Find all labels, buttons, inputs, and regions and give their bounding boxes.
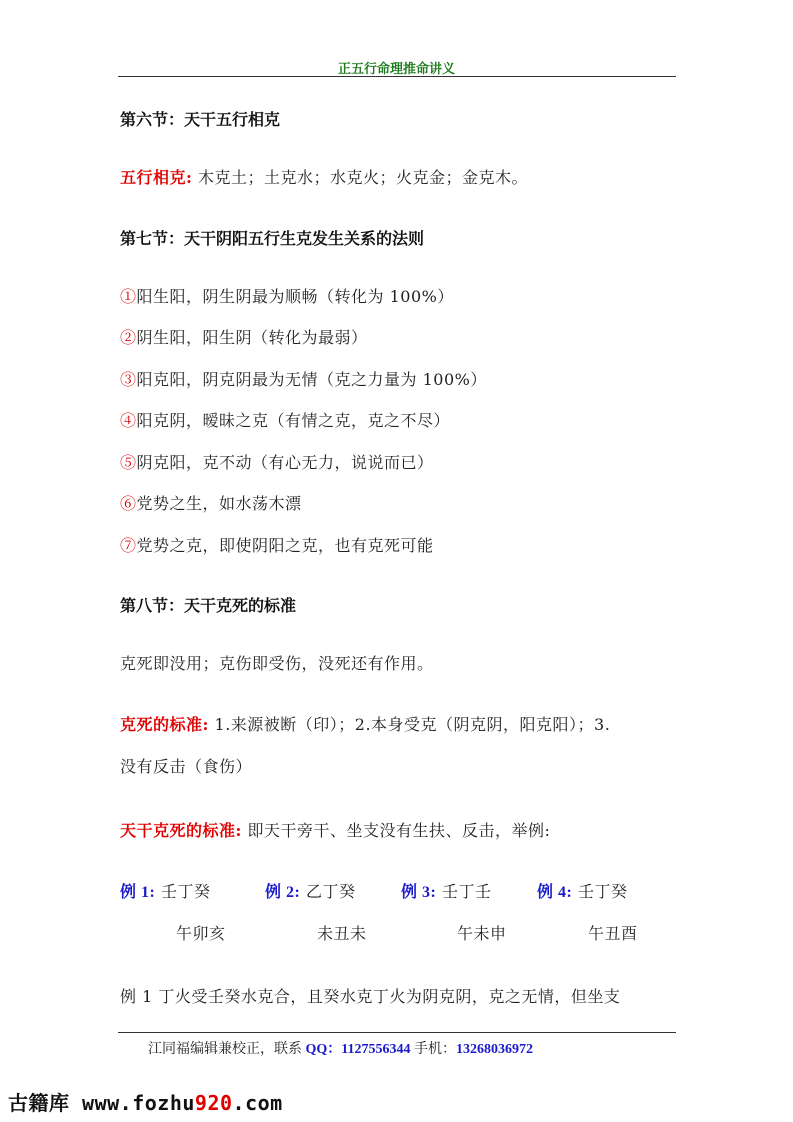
rule-item: [120, 450, 434, 473]
rule-item-text: 阴生阳，阳生阴（转化为最弱）: [136, 328, 368, 347]
page-footer: [148, 1038, 533, 1058]
section8-label2: 克死的标准:: [120, 715, 209, 734]
rule-item-number: ⑦: [120, 536, 137, 555]
section8-line1: 克死即没用；克伤即受伤，没死还有作用。: [120, 654, 434, 673]
example-2-branches: 未丑未: [317, 924, 367, 943]
section8-line2: [120, 712, 610, 735]
rule-item: [120, 325, 368, 348]
section8-label3: 天干克死的标准:: [120, 821, 242, 840]
example-label: 例 3:: [401, 884, 437, 901]
example-stems: 乙丁癸: [305, 882, 356, 901]
watermark-site-b: .com: [232, 1091, 283, 1115]
footer-phone: 13268036972: [456, 1042, 534, 1057]
rule-item-text: 阳生阳，阴生阴最为顺畅（转化为 100%）: [136, 287, 454, 306]
rule-item-text: 阴克阳，克不动（有心无力，说说而已）: [136, 453, 434, 472]
footer-phone-prefix: 手机：: [410, 1042, 457, 1057]
section8-text2a: 1.来源被断（印）；2.本身受克（阴克阴，阳克阳）；3.: [208, 715, 611, 734]
section8-line3: [120, 818, 550, 841]
example-3-branches: 午未申: [457, 924, 507, 943]
rule-item: [120, 491, 302, 514]
example-1: [120, 879, 210, 902]
watermark-brand: [8, 1087, 283, 1116]
example-stems: 壬丁壬: [441, 882, 492, 901]
section6-text: 木克土；土克水；水克火；火克金；金克木。: [192, 168, 529, 187]
watermark-cn: 古籍库: [8, 1091, 70, 1115]
watermark-site-a: www.fozhu: [69, 1091, 195, 1115]
example-label: 例 2:: [265, 884, 301, 901]
footer-prefix: 江同福编辑兼校正，联系: [148, 1042, 306, 1057]
example-2: [265, 879, 355, 902]
rule-item: [120, 408, 450, 431]
footer-rule: [118, 1032, 676, 1033]
section8-last-line: 例 1 丁火受壬癸水克合，且癸水克丁火为阴克阴，克之无情，但坐支: [120, 987, 621, 1006]
example-stems: 壬丁癸: [577, 882, 628, 901]
rule-item-number: ⑥: [120, 494, 137, 513]
example-4-branches: 午丑酉: [588, 924, 638, 943]
example-label: 例 4:: [537, 884, 573, 901]
footer-qq: QQ：1127556344: [305, 1042, 411, 1057]
rule-item-number: ④: [120, 411, 137, 430]
section6-heading: 第六节：天干五行相克: [120, 110, 281, 129]
example-stems: 壬丁癸: [160, 882, 211, 901]
rule-item-number: ③: [120, 370, 137, 389]
section6-line: [120, 165, 528, 188]
rule-item: [120, 367, 487, 390]
rule-item-number: ①: [120, 287, 137, 306]
rule-item: [120, 533, 434, 556]
page-header-title: 正五行命理推命讲义: [337, 62, 455, 77]
rule-item-number: ②: [120, 328, 137, 347]
section8-line2b: 没有反击（食伤）: [120, 757, 253, 776]
section6-label: 五行相克:: [120, 168, 193, 187]
watermark-site-num: 920: [194, 1091, 233, 1115]
rule-item: [120, 284, 454, 307]
header-rule: [118, 76, 676, 77]
rule-item-number: ⑤: [120, 453, 137, 472]
rule-item-text: 党势之生，如水荡木漂: [136, 494, 302, 513]
rule-item-text: 阳克阴，暧昧之克（有情之克，克之不尽）: [136, 411, 451, 430]
example-3: [401, 879, 491, 902]
example-4: [537, 879, 627, 902]
rule-item-text: 党势之克，即使阴阳之克，也有克死可能: [136, 536, 434, 555]
section8-heading: 第八节：天干克死的标准: [120, 596, 297, 615]
section7-heading: 第七节：天干阴阳五行生克发生关系的法则: [120, 229, 425, 248]
section8-text3: 即天干旁干、坐支没有生扶、反击，举例:: [241, 821, 551, 840]
example-1-branches: 午卯亥: [176, 924, 226, 943]
example-label: 例 1:: [120, 884, 156, 901]
rule-item-text: 阳克阳，阴克阴最为无情（克之力量为 100%）: [136, 370, 487, 389]
